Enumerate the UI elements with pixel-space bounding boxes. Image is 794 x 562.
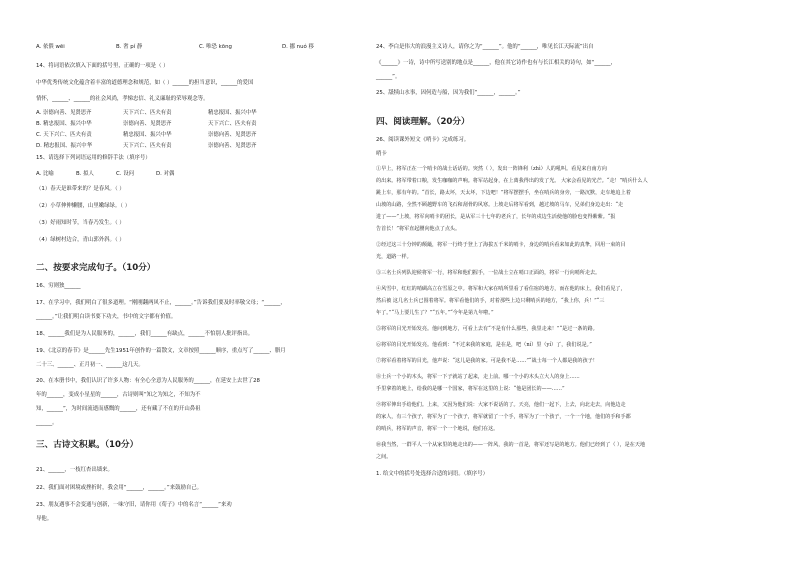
- q14-stem: 14、将词语依次填入下面的括号里，正确的一项是（ ）: [36, 63, 169, 69]
- q20-line1: 20、在本册书中，我们认识了许多人物：有全心全意为人民服务的______，在延安上去世了28: [36, 378, 260, 384]
- passage-line-3: 跳上车，那有年的。“首长，路太坏，天太坏，下边吧！”将军摆摆手，坐在哨兵的身旁，一路沉默，走车地追上着: [376, 190, 631, 196]
- passage-line-13: ⑤将军的目光开始发亮。他问到地方，可看上去有“不是有什么那些，我里走来！”“是过一条的路。: [376, 326, 598, 332]
- q14-text-line2: 情怀，______、______的社会风尚，孝悌忠信、礼义廉耻的荣辱观念等。: [36, 96, 209, 102]
- q20-line3: 知，______”，为时间流逝而感慨的______，还有藏了不在的开山鼻祖: [36, 406, 201, 412]
- section-4-heading: 四、阅读理解。（20分）: [376, 117, 470, 127]
- q15-option-d: D. 对偶: [156, 171, 175, 177]
- q21: 21、______，一枝红杏出墙来。: [36, 467, 113, 473]
- q14-option-c1: C. 天下兴亡、匹夫有责: [36, 132, 92, 138]
- q26-stem: 26、阅读课外短文《哨卡》完成练习。: [376, 137, 470, 143]
- passage-line-2: 的出来。将军带着口粮，发生咖咖的声响。将军站起身，在上离我得出的发了光。 大家会看见的光芒。“走！”哨兵什么人: [376, 178, 648, 184]
- q23-line2: 导他。: [36, 516, 53, 522]
- passage-line-14: ⑥将军的目光开始发亮。他看到：“不过来我的家庭，是在是，吧（ní）里（yí）了，我们说是。”: [376, 342, 592, 348]
- q15-item-2: （2）小草伸伸懒腰，山里嫩绿绿。（ ）: [36, 203, 131, 209]
- q13-option-a: A. 依偎 wēi: [36, 44, 65, 50]
- passage-line-21: ⑩我当然，一群平人一个从家里的地走出的——一阵风，我的一首是，将军还写是的地方。他们已经到了（ ），是在天地: [376, 442, 646, 448]
- q15-option-b: B. 拟人: [76, 171, 94, 177]
- q19-line2: 二十三、______、正月初一、______这几天。: [36, 362, 144, 368]
- q15-stem: 15、请选择下列词语运用的修辞手法（填序号）: [36, 155, 151, 161]
- q15-option-a: A. 比喻: [36, 171, 54, 177]
- q13-option-b: B. 奢 pí 静: [116, 44, 143, 50]
- q17-line1: 17、在学习中，我们明白了很多道理。“刚刚翻两风不止，______。”告诉我们要及时率敬父母；“______，: [36, 300, 286, 306]
- q16: 16、穷则独______: [36, 283, 81, 289]
- passage-line-7: ②经过这三十分钟的颠簸，将军一行终于登上了海拔五千米的哨卡，身边的哨兵看来如此的真挚，回用一束的目: [376, 242, 626, 248]
- q20-line4: ______。: [36, 420, 58, 426]
- q15-item-3: （3）好雨知时节，当春乃发生。（ ）: [36, 220, 125, 226]
- passage-line-9: ③三名士兵列队迎候将军一行，将军和他们握手，一位战士立在哨口正面的，将军一行向哨所走去。: [376, 270, 601, 276]
- passage-line-6: 告首长！”将军直起腰向他点了点头。: [376, 226, 461, 232]
- q14-option-b2: 崇德向善、见贤思齐: [123, 121, 172, 127]
- passage-line-4: 山坡的山路，全然不顾越野车的飞石和刮骨的风寒。上坡走后将军看到，越过坡的马车，兄弟们身边走出：“走: [376, 202, 624, 208]
- q15-option-c: C. 设问: [116, 171, 134, 177]
- q14-option-a3: 精忠报国、振兴中华: [208, 110, 257, 116]
- passage-line-18: ⑨将军伸出手给他们。上来，又因为他们说：大家不说话的了。天亮，他们一起下，上去，向北走去，向他边走: [376, 402, 626, 408]
- section-3-heading: 三、古诗文积累。（10分）: [36, 440, 139, 450]
- passage-line-11: 然后被 这几名士兵已围着将军。将军看他们的手，对着那些上边只剩哨兵的地方，“我上你，兵！”“三: [376, 298, 605, 304]
- passage-line-12: 年了。”“马上要儿生了？”“五年。”“今年是第九年啦。”: [376, 310, 494, 316]
- passage-line-19: 的家人，有三个孩子，将军为了一个孩子，将军就留了一个手，将军为了一个孩子，一个一个地，他们的手和手都: [376, 414, 631, 420]
- passage-line-20: 的哨兵，将军的声音，将军一个一个地说，他们在这。: [376, 426, 499, 432]
- passage-title: 哨卡: [376, 151, 387, 157]
- q14-option-b1: B. 精忠报国、振兴中华: [36, 121, 92, 127]
- q23-line1: 23、朋友遇事不会变通与创新，一味守旧，请你用《荀子》中的名言“______”来劝: [36, 502, 232, 508]
- q24-line2: 《______》一诗，诗中所写送别的地点是______，他在其它诗作也有与长江相关的诗句，如“______，: [376, 60, 616, 66]
- q14-option-b3: 天下兴亡、匹夫有责: [208, 121, 257, 127]
- passage-line-1: ①早上，将军正在一个哨卡的战士话话的。突然（ ），发出一阵锋利（zhì）人的吼叫。看见来自南方向: [376, 166, 607, 172]
- passage-line-17: 手里拿着的地上，给我的是哪一个国家，将军在这里的上说：“他是团长的——……”: [376, 386, 565, 392]
- passage-line-5: 进了——”上坡，将军向哨卡的团长，是从军三十七年的老兵了，长年的戍边生活使他的脸也变得紫紫。“报: [376, 214, 616, 220]
- q14-option-d2: 天下兴亡、匹夫有责: [123, 143, 172, 149]
- passage-line-16: ⑧士兵一个小的木头，将军一下子就站了起来，走上前。哪一个小的木头立大人的身上……: [376, 374, 580, 380]
- q15-item-4: （4）绿树村边合，青山郭外斜。（ ）: [36, 237, 125, 243]
- q14-text-line1: 中华优秀传统文化蕴含着丰富的道德理念和规范，如（ ）______的担当意识，______的爱国: [36, 80, 254, 86]
- q22: 22、我们面对困境或挫折时，我会用“______，______。”来鼓励自己。: [36, 485, 203, 491]
- passage-line-10: ④风雪中，红红的哨碉高立在雪原之中。将军和大家在哨所里看了看住宿的地方，而在他的床上，我们看见了，: [376, 286, 626, 292]
- q25: 25、舐犊山水事，因何造与船，因为我们“______，______。”: [376, 90, 521, 96]
- section-2-heading: 二、按要求完成句子。（10分）: [36, 263, 156, 273]
- reading-q1: 1. 给文中的括号处选择合适的词语。（填序号）: [376, 471, 488, 477]
- q24-line3: ______”。: [376, 74, 401, 80]
- q18: 18、______我们是为人民服务的，______，我们______有缺点，______不怕别人批评指出。: [36, 331, 254, 337]
- q14-option-d3: 崇德向善、见贤思齐: [208, 143, 257, 149]
- q15-item-1: （1）春天是谁带来的？是春风。（ ）: [36, 186, 125, 192]
- q14-option-a2: 天下兴亡、匹夫有责: [123, 110, 172, 116]
- q13-option-c: C. 唯恐 kōng: [199, 44, 232, 50]
- q17-line2: ______。”让我们明白读书要下功夫，书中的文字都有价值。: [36, 314, 177, 320]
- passage-line-22: 之间。: [376, 454, 392, 460]
- q20-line2: 年的______，变成小星星的______，古诗则叫“知之为知之，不知为不: [36, 392, 201, 398]
- q13-option-d: D. 挪 nuó 移: [282, 44, 314, 50]
- q14-option-a1: A. 崇德向善、见贤思齐: [36, 110, 92, 116]
- q19-line1: 19、《北京的春节》是______先生1951年创作的一篇散文，文章按照______顺序，重点写了______、腊月: [36, 348, 286, 354]
- q24-line1: 24、李白是伟大的浪漫主义诗人，请你之为“______”。他的“______，唯见长江天际流”出自: [376, 44, 594, 50]
- passage-line-8: 光，道路一样。: [376, 254, 412, 260]
- q14-option-c3: 崇德向善、见贤思齐: [208, 132, 257, 138]
- passage-line-15: ⑦将军看着将军的目光，他声说：“这儿是我的家。可是我不是……”“战士每一个人都是我的孩子！: [376, 358, 598, 364]
- q14-option-c2: 精忠报国、振兴中华: [123, 132, 172, 138]
- q14-option-d1: D. 精忠报国、振兴中华: [36, 143, 93, 149]
